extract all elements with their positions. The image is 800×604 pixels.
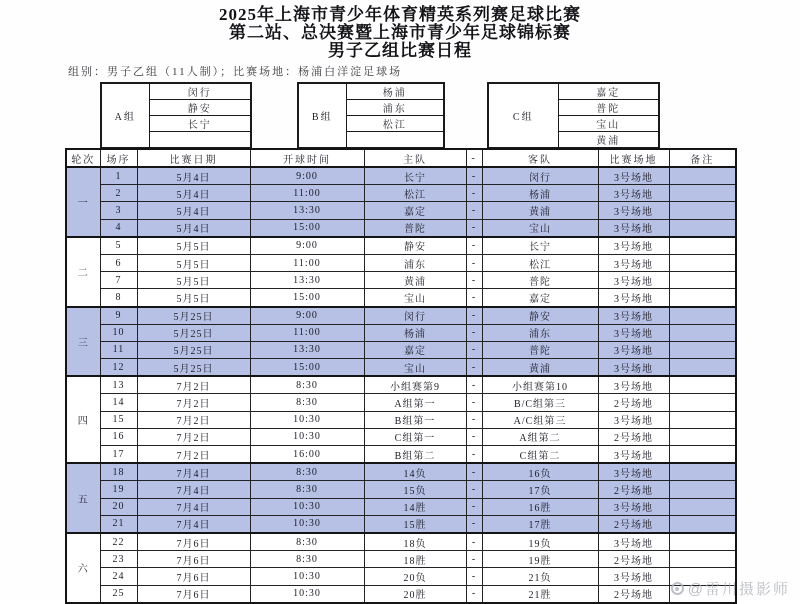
away-team-cell: 嘉定 bbox=[482, 289, 598, 307]
schedule-row bbox=[66, 394, 736, 411]
kickoff-time-cell: 15:00 bbox=[250, 359, 364, 377]
schedule-row bbox=[66, 463, 736, 481]
match-number-cell: 4 bbox=[100, 219, 137, 237]
venue-cell: 3号场地 bbox=[598, 341, 669, 358]
group-a-table bbox=[100, 82, 252, 149]
schedule-row bbox=[66, 428, 736, 445]
note-cell bbox=[669, 411, 736, 428]
round-label-cell: 一 bbox=[66, 167, 100, 237]
home-team-cell: A组第一 bbox=[364, 394, 466, 411]
note-cell bbox=[669, 254, 736, 271]
home-team-cell: 浦东 bbox=[364, 254, 466, 271]
group-a-team: 长宁 bbox=[149, 116, 251, 132]
match-date-cell: 5月5日 bbox=[137, 237, 250, 255]
page-subtitle: 第二站、总决赛暨上海市青少年足球锦标赛 bbox=[229, 23, 571, 42]
separator-cell: - bbox=[466, 446, 482, 464]
column-header: 开球时间 bbox=[250, 149, 364, 167]
match-date-cell: 5月5日 bbox=[137, 272, 250, 289]
separator-cell: - bbox=[466, 411, 482, 428]
kickoff-time-cell: 9:00 bbox=[250, 307, 364, 325]
group-b-empty-cell bbox=[346, 132, 444, 149]
home-team-cell: C组第一 bbox=[364, 428, 466, 445]
schedule-header-row bbox=[66, 149, 736, 167]
match-number-cell: 3 bbox=[100, 202, 137, 219]
schedule-row bbox=[66, 481, 736, 498]
kickoff-time-cell: 9:00 bbox=[250, 167, 364, 185]
away-team-cell: 黄浦 bbox=[482, 359, 598, 377]
note-cell bbox=[669, 341, 736, 358]
schedule-row bbox=[66, 341, 736, 358]
away-team-cell: A/C组第三 bbox=[482, 411, 598, 428]
away-team-cell: B/C组第三 bbox=[482, 394, 598, 411]
away-team-cell: 黄浦 bbox=[482, 202, 598, 219]
note-cell bbox=[669, 394, 736, 411]
group-c-label: C组 bbox=[488, 83, 558, 148]
venue-cell: 3号场地 bbox=[598, 237, 669, 255]
group-c-team: 宝山 bbox=[558, 116, 659, 132]
schedule-row bbox=[66, 185, 736, 202]
away-team-cell: 松江 bbox=[482, 254, 598, 271]
group-a-label: A组 bbox=[101, 83, 149, 148]
group-b-team: 浦东 bbox=[346, 100, 444, 116]
page-subtitle-2: 男子乙组比赛日程 bbox=[328, 41, 472, 60]
schedule-row bbox=[66, 324, 736, 341]
schedule-section bbox=[65, 148, 737, 604]
kickoff-time-cell: 15:00 bbox=[250, 289, 364, 307]
match-number-cell: 14 bbox=[100, 394, 137, 411]
kickoff-time-cell: 9:00 bbox=[250, 237, 364, 255]
match-number-cell: 13 bbox=[100, 376, 137, 394]
kickoff-time-cell: 10:30 bbox=[250, 411, 364, 428]
schedule-table bbox=[65, 148, 737, 604]
round-label-cell: 五 bbox=[66, 463, 100, 533]
away-team-cell: 浦东 bbox=[482, 324, 598, 341]
match-number-cell: 24 bbox=[100, 568, 137, 585]
home-team-cell: 嘉定 bbox=[364, 202, 466, 219]
match-date-cell: 7月6日 bbox=[137, 533, 250, 551]
home-team-cell: 小组赛第9 bbox=[364, 376, 466, 394]
away-team-cell: 16胜 bbox=[482, 498, 598, 515]
schedule-row bbox=[66, 498, 736, 515]
note-cell bbox=[669, 446, 736, 464]
match-date-cell: 7月2日 bbox=[137, 428, 250, 445]
separator-cell: - bbox=[466, 498, 482, 515]
match-number-cell: 23 bbox=[100, 551, 137, 568]
separator-cell: - bbox=[466, 324, 482, 341]
venue-cell: 3号场地 bbox=[598, 185, 669, 202]
schedule-row bbox=[66, 533, 736, 551]
away-team-cell: 静安 bbox=[482, 307, 598, 325]
venue-cell: 3号场地 bbox=[598, 272, 669, 289]
away-team-cell: 16负 bbox=[482, 463, 598, 481]
separator-cell: - bbox=[466, 551, 482, 568]
away-team-cell: 杨浦 bbox=[482, 185, 598, 202]
separator-cell: - bbox=[466, 202, 482, 219]
match-date-cell: 7月2日 bbox=[137, 376, 250, 394]
schedule-row bbox=[66, 289, 736, 307]
note-cell bbox=[669, 185, 736, 202]
group-c-team: 嘉定 bbox=[558, 83, 659, 100]
camera-logo-icon bbox=[671, 582, 684, 595]
note-cell bbox=[669, 237, 736, 255]
match-date-cell: 7月4日 bbox=[137, 463, 250, 481]
away-team-cell: 小组赛第10 bbox=[482, 376, 598, 394]
separator-cell: - bbox=[466, 533, 482, 551]
group-a-team: 静安 bbox=[149, 100, 251, 116]
kickoff-time-cell: 10:30 bbox=[250, 585, 364, 603]
match-number-cell: 21 bbox=[100, 515, 137, 533]
separator-cell: - bbox=[466, 481, 482, 498]
home-team-cell: 14胜 bbox=[364, 498, 466, 515]
note-cell bbox=[669, 463, 736, 481]
note-cell bbox=[669, 167, 736, 185]
match-number-cell: 19 bbox=[100, 481, 137, 498]
kickoff-time-cell: 10:30 bbox=[250, 498, 364, 515]
home-team-cell: 14负 bbox=[364, 463, 466, 481]
kickoff-time-cell: 13:30 bbox=[250, 202, 364, 219]
group-c-table bbox=[487, 82, 660, 149]
home-team-cell: 20胜 bbox=[364, 585, 466, 603]
column-header: - bbox=[466, 149, 482, 167]
away-team-cell: 长宁 bbox=[482, 237, 598, 255]
match-date-cell: 5月4日 bbox=[137, 185, 250, 202]
kickoff-time-cell: 13:30 bbox=[250, 272, 364, 289]
separator-cell: - bbox=[466, 185, 482, 202]
separator-cell: - bbox=[466, 237, 482, 255]
separator-cell: - bbox=[466, 359, 482, 377]
kickoff-time-cell: 8:30 bbox=[250, 481, 364, 498]
page-title: 2025年上海市青少年体育精英系列赛足球比赛 bbox=[219, 5, 581, 24]
group-b-table bbox=[297, 82, 445, 149]
match-number-cell: 22 bbox=[100, 533, 137, 551]
match-number-cell: 18 bbox=[100, 463, 137, 481]
venue-cell: 3号场地 bbox=[598, 219, 669, 237]
home-team-cell: 闵行 bbox=[364, 307, 466, 325]
match-number-cell: 15 bbox=[100, 411, 137, 428]
group-c-team: 黄浦 bbox=[558, 132, 659, 149]
kickoff-time-cell: 10:30 bbox=[250, 428, 364, 445]
schedule-row bbox=[66, 359, 736, 377]
schedule-row bbox=[66, 446, 736, 464]
kickoff-time-cell: 8:30 bbox=[250, 551, 364, 568]
match-date-cell: 5月4日 bbox=[137, 167, 250, 185]
schedule-row bbox=[66, 254, 736, 271]
schedule-row bbox=[66, 202, 736, 219]
schedule-row bbox=[66, 219, 736, 237]
column-header: 备注 bbox=[669, 149, 736, 167]
separator-cell: - bbox=[466, 428, 482, 445]
kickoff-time-cell: 8:30 bbox=[250, 394, 364, 411]
away-team-cell: 19胜 bbox=[482, 551, 598, 568]
title-block bbox=[65, 6, 735, 60]
note-cell bbox=[669, 428, 736, 445]
home-team-cell: 15胜 bbox=[364, 515, 466, 533]
away-team-cell: 普陀 bbox=[482, 272, 598, 289]
separator-cell: - bbox=[466, 341, 482, 358]
match-date-cell: 7月4日 bbox=[137, 481, 250, 498]
home-team-cell: 松江 bbox=[364, 185, 466, 202]
match-date-cell: 7月4日 bbox=[137, 498, 250, 515]
kickoff-time-cell: 13:30 bbox=[250, 341, 364, 358]
match-number-cell: 12 bbox=[100, 359, 137, 377]
schedule-row bbox=[66, 551, 736, 568]
venue-cell: 3号场地 bbox=[598, 446, 669, 464]
group-a-empty-cell bbox=[149, 132, 251, 149]
venue-cell: 3号场地 bbox=[598, 498, 669, 515]
venue-cell: 3号场地 bbox=[598, 289, 669, 307]
home-team-cell: 普陀 bbox=[364, 219, 466, 237]
note-cell bbox=[669, 307, 736, 325]
schedule-row bbox=[66, 411, 736, 428]
note-cell bbox=[669, 272, 736, 289]
venue-cell: 2号场地 bbox=[598, 394, 669, 411]
column-header: 比赛日期 bbox=[137, 149, 250, 167]
kickoff-time-cell: 10:30 bbox=[250, 515, 364, 533]
group-c-team: 普陀 bbox=[558, 100, 659, 116]
match-number-cell: 2 bbox=[100, 185, 137, 202]
away-team-cell: 闵行 bbox=[482, 167, 598, 185]
away-team-cell: 21胜 bbox=[482, 585, 598, 603]
venue-cell: 2号场地 bbox=[598, 428, 669, 445]
separator-cell: - bbox=[466, 568, 482, 585]
away-team-cell: 17胜 bbox=[482, 515, 598, 533]
column-header: 比赛场地 bbox=[598, 149, 669, 167]
watermark bbox=[671, 578, 790, 599]
home-team-cell: 静安 bbox=[364, 237, 466, 255]
home-team-cell: 杨浦 bbox=[364, 324, 466, 341]
venue-cell: 3号场地 bbox=[598, 376, 669, 394]
venue-cell: 3号场地 bbox=[598, 533, 669, 551]
group-info-line: 组别：男子乙组（11人制）；比赛场地：杨浦白洋淀足球场 bbox=[68, 66, 403, 78]
away-team-cell: 宝山 bbox=[482, 219, 598, 237]
match-date-cell: 5月25日 bbox=[137, 324, 250, 341]
venue-cell: 2号场地 bbox=[598, 551, 669, 568]
match-date-cell: 7月2日 bbox=[137, 411, 250, 428]
separator-cell: - bbox=[466, 272, 482, 289]
separator-cell: - bbox=[466, 585, 482, 603]
match-date-cell: 7月4日 bbox=[137, 515, 250, 533]
venue-cell: 3号场地 bbox=[598, 307, 669, 325]
home-team-cell: B组第二 bbox=[364, 446, 466, 464]
match-number-cell: 17 bbox=[100, 446, 137, 464]
round-label-cell: 六 bbox=[66, 533, 100, 603]
note-cell bbox=[669, 324, 736, 341]
note-cell bbox=[669, 289, 736, 307]
note-cell bbox=[669, 533, 736, 551]
separator-cell: - bbox=[466, 289, 482, 307]
match-date-cell: 5月25日 bbox=[137, 341, 250, 358]
match-date-cell: 7月2日 bbox=[137, 394, 250, 411]
kickoff-time-cell: 15:00 bbox=[250, 219, 364, 237]
kickoff-time-cell: 11:00 bbox=[250, 324, 364, 341]
separator-cell: - bbox=[466, 307, 482, 325]
schedule-row bbox=[66, 515, 736, 533]
home-team-cell: B组第一 bbox=[364, 411, 466, 428]
match-number-cell: 10 bbox=[100, 324, 137, 341]
home-team-cell: 黄浦 bbox=[364, 272, 466, 289]
note-cell bbox=[669, 551, 736, 568]
match-number-cell: 1 bbox=[100, 167, 137, 185]
away-team-cell: A组第二 bbox=[482, 428, 598, 445]
venue-cell: 3号场地 bbox=[598, 324, 669, 341]
match-date-cell: 7月6日 bbox=[137, 568, 250, 585]
kickoff-time-cell: 8:30 bbox=[250, 533, 364, 551]
group-b-team: 杨浦 bbox=[346, 83, 444, 100]
note-cell bbox=[669, 498, 736, 515]
match-date-cell: 5月4日 bbox=[137, 202, 250, 219]
venue-cell: 3号场地 bbox=[598, 568, 669, 585]
venue-cell: 3号场地 bbox=[598, 463, 669, 481]
home-team-cell: 嘉定 bbox=[364, 341, 466, 358]
note-cell bbox=[669, 515, 736, 533]
venue-cell: 3号场地 bbox=[598, 167, 669, 185]
column-header: 轮次 bbox=[66, 149, 100, 167]
home-team-cell: 长宁 bbox=[364, 167, 466, 185]
match-date-cell: 5月5日 bbox=[137, 289, 250, 307]
column-header: 主队 bbox=[364, 149, 466, 167]
home-team-cell: 15负 bbox=[364, 481, 466, 498]
separator-cell: - bbox=[466, 515, 482, 533]
schedule-row bbox=[66, 307, 736, 325]
venue-cell: 3号场地 bbox=[598, 202, 669, 219]
home-team-cell: 20负 bbox=[364, 568, 466, 585]
schedule-body bbox=[66, 167, 736, 603]
kickoff-time-cell: 8:30 bbox=[250, 463, 364, 481]
schedule-row bbox=[66, 272, 736, 289]
round-label-cell: 二 bbox=[66, 237, 100, 307]
venue-cell: 2号场地 bbox=[598, 585, 669, 603]
away-team-cell: 19负 bbox=[482, 533, 598, 551]
note-cell bbox=[669, 202, 736, 219]
away-team-cell: 21负 bbox=[482, 568, 598, 585]
match-number-cell: 6 bbox=[100, 254, 137, 271]
away-team-cell: 17负 bbox=[482, 481, 598, 498]
venue-cell: 3号场地 bbox=[598, 254, 669, 271]
note-cell bbox=[669, 376, 736, 394]
kickoff-time-cell: 11:00 bbox=[250, 254, 364, 271]
group-a-team: 闵行 bbox=[149, 83, 251, 100]
match-date-cell: 7月6日 bbox=[137, 551, 250, 568]
venue-cell: 3号场地 bbox=[598, 411, 669, 428]
kickoff-time-cell: 11:00 bbox=[250, 185, 364, 202]
schedule-row bbox=[66, 568, 736, 585]
home-team-cell: 18负 bbox=[364, 533, 466, 551]
group-b-team: 松江 bbox=[346, 116, 444, 132]
separator-cell: - bbox=[466, 167, 482, 185]
separator-cell: - bbox=[466, 394, 482, 411]
schedule-row bbox=[66, 585, 736, 603]
match-date-cell: 5月4日 bbox=[137, 219, 250, 237]
home-team-cell: 18胜 bbox=[364, 551, 466, 568]
note-cell bbox=[669, 481, 736, 498]
schedule-row bbox=[66, 167, 736, 185]
schedule-row bbox=[66, 237, 736, 255]
schedule-row bbox=[66, 376, 736, 394]
match-number-cell: 16 bbox=[100, 428, 137, 445]
note-cell bbox=[669, 359, 736, 377]
away-team-cell: C组第二 bbox=[482, 446, 598, 464]
round-label-cell: 三 bbox=[66, 307, 100, 377]
match-number-cell: 5 bbox=[100, 237, 137, 255]
match-date-cell: 7月6日 bbox=[137, 585, 250, 603]
separator-cell: - bbox=[466, 219, 482, 237]
separator-cell: - bbox=[466, 376, 482, 394]
column-header: 客队 bbox=[482, 149, 598, 167]
match-number-cell: 11 bbox=[100, 341, 137, 358]
round-label-cell: 四 bbox=[66, 376, 100, 463]
venue-cell: 2号场地 bbox=[598, 515, 669, 533]
kickoff-time-cell: 10:30 bbox=[250, 568, 364, 585]
group-tables bbox=[0, 80, 800, 148]
separator-cell: - bbox=[466, 463, 482, 481]
group-b-label: B组 bbox=[298, 83, 346, 148]
home-team-cell: 宝山 bbox=[364, 289, 466, 307]
kickoff-time-cell: 16:00 bbox=[250, 446, 364, 464]
separator-cell: - bbox=[466, 254, 482, 271]
column-header: 场序 bbox=[100, 149, 137, 167]
match-number-cell: 8 bbox=[100, 289, 137, 307]
kickoff-time-cell: 8:30 bbox=[250, 376, 364, 394]
match-number-cell: 20 bbox=[100, 498, 137, 515]
match-date-cell: 5月25日 bbox=[137, 359, 250, 377]
match-date-cell: 7月2日 bbox=[137, 446, 250, 464]
match-date-cell: 5月5日 bbox=[137, 254, 250, 271]
watermark-text: @雷川摄影师 bbox=[687, 581, 790, 598]
match-number-cell: 9 bbox=[100, 307, 137, 325]
home-team-cell: 宝山 bbox=[364, 359, 466, 377]
match-number-cell: 7 bbox=[100, 272, 137, 289]
match-date-cell: 5月25日 bbox=[137, 307, 250, 325]
venue-cell: 2号场地 bbox=[598, 481, 669, 498]
away-team-cell: 普陀 bbox=[482, 341, 598, 358]
match-number-cell: 25 bbox=[100, 585, 137, 603]
note-cell bbox=[669, 219, 736, 237]
venue-cell: 3号场地 bbox=[598, 359, 669, 377]
